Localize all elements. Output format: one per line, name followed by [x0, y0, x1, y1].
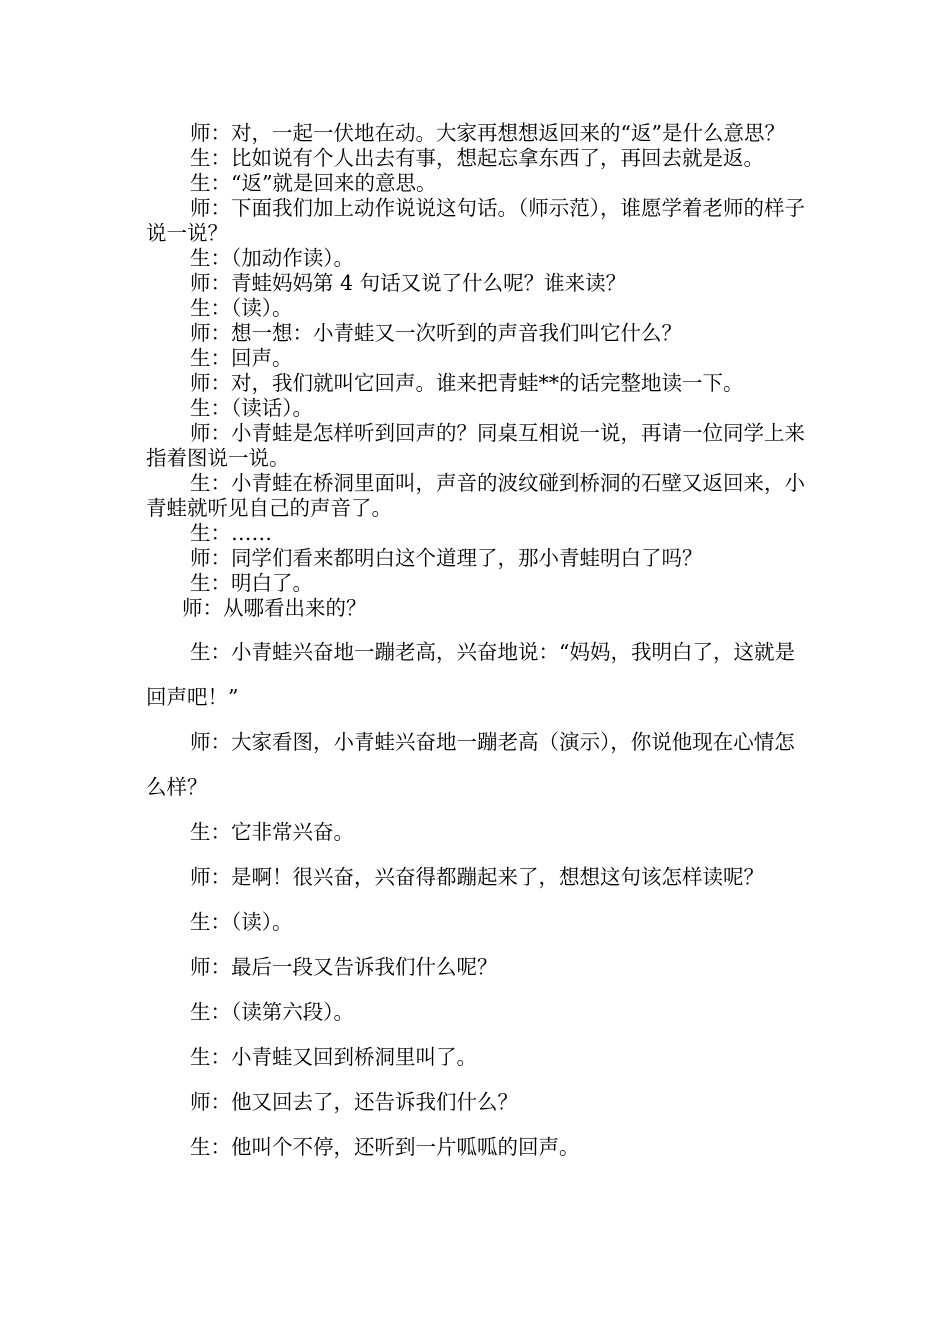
paragraph: 生：明白了。 — [190, 571, 313, 595]
section-gap — [146, 621, 812, 630]
paragraph: 师：对，我们就叫它回声。谁来把青蛙**的话完整地读一下。 — [190, 371, 744, 395]
paragraph: 生：它非常兴奋。 — [190, 820, 354, 844]
paragraph: 生：他叫个不停，还听到一片呱呱的回声。 — [190, 1135, 580, 1159]
paragraph: 生：（读）。 — [190, 296, 293, 320]
paragraph: 师：小青蛙是怎样听到回声的？同桌互相说一说，再请一位同学上来指着图说一说。 — [146, 421, 805, 470]
paragraph: 师：大家看图，小青蛙兴奋地一蹦老高（演示），你说他现在心情怎么样？ — [146, 730, 795, 799]
paragraph: 师：青蛙妈妈第 4 句话又说了什么呢？谁来读？ — [190, 271, 627, 295]
paragraph: 生：（读）。 — [190, 910, 293, 934]
paragraph: 生：小青蛙又回到桥洞里叫了。 — [190, 1045, 477, 1069]
paragraph: 师：他又回去了，还告诉我们什么？ — [190, 1090, 518, 1114]
paragraph: 师：对，一起一伏地在动。大家再想想返回来的“返”是什么意思？ — [190, 121, 785, 145]
paragraph: 生：（读话）。 — [190, 396, 313, 420]
paragraph: 生：“返”就是回来的意思。 — [190, 171, 437, 195]
loose-section — [146, 630, 812, 1170]
paragraph: 生：（读第六段）。 — [190, 1000, 354, 1024]
paragraph: 师：同学们看来都明白这个道理了，那小青蛙明白了吗？ — [190, 546, 703, 570]
paragraph: 生：回声。 — [190, 346, 293, 370]
paragraph: 生：…… — [190, 521, 272, 545]
paragraph: 师：想一想：小青蛙又一次听到的声音我们叫它什么？ — [190, 321, 682, 345]
document-body — [146, 121, 812, 1170]
paragraph: 生：小青蛙兴奋地一蹦老高，兴奋地说：“妈妈，我明白了，这就是回声吧！” — [146, 640, 795, 709]
paragraph: 生：（加动作读）。 — [190, 246, 354, 270]
paragraph: 生：比如说有个人出去有事，想起忘拿东西了，再回去就是返。 — [190, 146, 764, 170]
paragraph: 生：小青蛙在桥洞里面叫，声音的波纹碰到桥洞的石壁又返回来，小青蛙就听见自己的声音了。 — [146, 471, 805, 520]
paragraph: 师：最后一段又告诉我们什么呢？ — [190, 955, 498, 979]
paragraph: 师：下面我们加上动作说说这句话。（师示范），谁愿学着老师的样子说一说？ — [146, 196, 805, 245]
paragraph: 师：从哪看出来的？ — [182, 596, 367, 620]
paragraph: 师：是啊！很兴奋，兴奋得都蹦起来了，想想这句该怎样读呢？ — [190, 865, 764, 889]
